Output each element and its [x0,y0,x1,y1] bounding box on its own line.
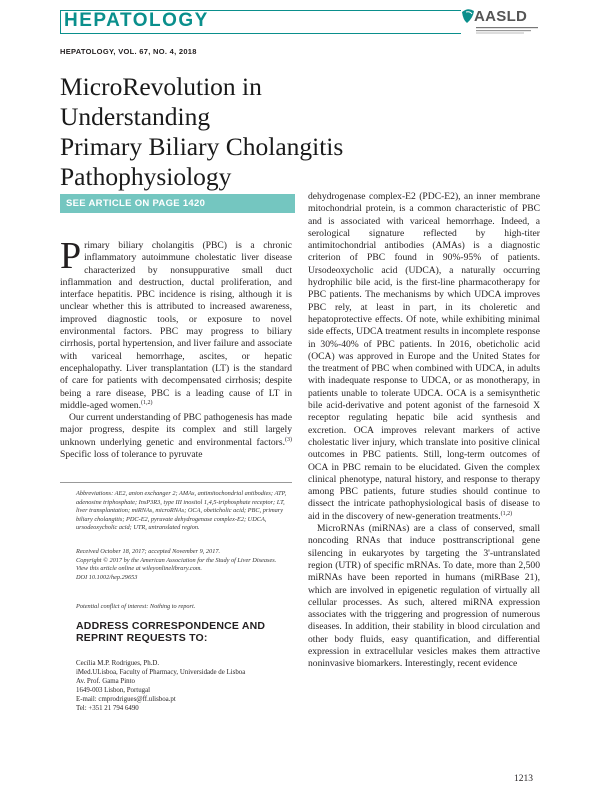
see-article-link[interactable]: SEE ARTICLE ON PAGE 1420 [60,194,295,213]
intro-paragraph [60,235,292,412]
intro-text: rimary biliary cholangitis (PBC) is a chronic inflammatory autoimmune cholestatic liver disease characterized by nonsuppurative small duct inflammation and destruction, ductal proliferation, and interface hepatitis. PBC incidence is rising, although it is unclear whether this is attributed to increased awareness, improved diagnostic tools, or exposure to novel environmental factors. PBC may progress to biliary cirrhosis, portal hypertension, and liver failure and associate with variceal hemorrhage, ascites, or hepatic encephalopathy. Liver transplantation (LT) is the standard of care for patients with decompensated cirrhosis; despite being a rare disease, PBC is a leading cause of LT in middle-aged women. [60,240,292,411]
aasld-logo-text: AASLD [474,8,528,25]
footnote-divider [60,482,292,483]
pathogenesis-paragraph [60,412,292,461]
telephone: Tel: +351 21 794 6490 [76,704,139,712]
journal-header [60,10,541,38]
ref-2[interactable]: (3) [285,436,292,443]
abbreviations-note: Abbreviations: AE2, anion exchanger 2; AMAs, antimitochondrial antibodies; ATP, adenosine triphosphate; InsP3R3, type III inositol 1,4,5-triphosphate receptor; LT, liver transplantation; miRNAs, microRNAs; OCA, obeticholic acid; PBC, primary biliary cholangitis; PDC-E2, pyruvate dehydrogenase complex-E2; UDCA, ursodeoxycholic acid; UTR, untranslated region. [76,490,287,532]
online-note[interactable]: View this article online at wileyonlinelibrary.com. [76,565,202,573]
copyright-note: Copyright © 2017 by the American Association for the Study of Liver Diseases. [76,556,277,564]
doi-note[interactable]: DOI 10.1002/hep.29653 [76,573,138,581]
page-number: 1213 [514,774,533,784]
correspondence-address [76,660,292,713]
issue-line: HEPATOLOGY, VOL. 67, NO. 4, 2018 [60,47,197,56]
right-column [308,191,540,671]
ref-3[interactable]: (1,2) [500,510,513,517]
article-meta [76,548,292,582]
left-column [60,235,292,461]
city: 1649-003 Lisbon, Portugal [76,686,151,694]
street: Av. Prof. Gama Pinto [76,677,135,685]
ref-1[interactable]: (1,2) [141,399,153,406]
institution: iMed.ULisboa, Faculty of Pharmacy, Universidade de Lisboa [76,668,246,676]
title-line-2: Primary Biliary Cholangitis [60,132,344,161]
pathogenesis-tail: Specific loss of tolerance to pyruvate [60,449,203,461]
received-date: Received October 18, 2017; accepted November 9, 2017. [76,548,221,555]
logo-tagline-icon [476,26,538,34]
drop-cap: P [60,235,82,277]
email[interactable]: E-mail: cmprodrigues@ff.ulisboa.pt [76,695,176,703]
correspondence-heading: ADDRESS CORRESPONDENCE AND REPRINT REQUESTS TO: [76,620,266,644]
pathogenesis-text: Our current understanding of PBC pathogenesis has made major progress, despite its complex and still largely unknown underlying genetic and environmental factors. [60,412,292,448]
aasld-logo [460,8,541,38]
mirna-text: MicroRNAs (miRNAs) are a class of conserved, small noncoding RNAs that induce posttranscriptional gene silencing in eukaryotes by targeting the 3'-untranslated region (UTR) of specific mRNAs. To date, more than 2,500 miRNAs have been reported in humans (miRBase 21), which are involved in epigenetic regulation of virtually all cellular processes. As such, altered miRNA expression associates with the triggering and progression of numerous diseases. In addition, their stability in blood circulation and other body fluids, easy quantification, and differential expression in extracellular vesicles makes them attractive noninvasive biomarkers. Interestingly, recent evidence [308,523,540,670]
treatment-text: dehydrogenase complex-E2 (PDC-E2), an inner membrane mitochondrial protein, is a common characteristic of PBC and is associated with variceal hemorrhage. Indeed, a serological signature reflected by high-titer antimitochondrial antibodies (AMAs) is a diagnostic criterion of PBC found in 90%-95% of patients. Ursodeoxycholic acid (UDCA), a naturally occurring hydrophilic bile acid, is the first-line pharmacotherapy for PBC patients. The mechanisms by which UDCA improves PBC rely, at least in part, in its choleretic and hepatoprotective effects. Of note, while exhibiting minimal side effects, UDCA treatment results in incomplete response in 30%-40% of PBC patients. In 2016, obeticholic acid (OCA) was approved in Europe and the United States for the treatment of PBC when combined with UDCA, in adults with inadequate response to UDCA, or as monotherapy, in patients unable to tolerate UDCA. OCA is a semisynthetic bile acid-derivative and potent agonist of the farnesoid X receptor regulating hepatic bile acid synthesis and excretion. OCA improves relevant markers of active cholestatic liver injury, which translate into positive clinical outcomes in PBC patients. Still, long-term outcomes of OCA in PBC remain to be elucidated. Given the complex clinical phenotype, natural history, and response to therapy among PBC patients, future studies should continue to dissect the intricate pathophysiological basis of disease to aid in the discovery of new-generation treatments. [308,191,540,522]
treatment-paragraph [308,191,540,523]
conflict-of-interest: Potential conflict of interest: Nothing to report. [76,603,196,610]
title-line-1: MicroRevolution in Understanding [60,72,262,131]
journal-name: HEPATOLOGY [64,10,209,31]
article-title [60,72,380,192]
title-line-3: Pathophysiology [60,162,232,191]
mirna-paragraph [308,523,540,671]
author-name: Cecília M.P. Rodrigues, Ph.D. [76,660,160,667]
